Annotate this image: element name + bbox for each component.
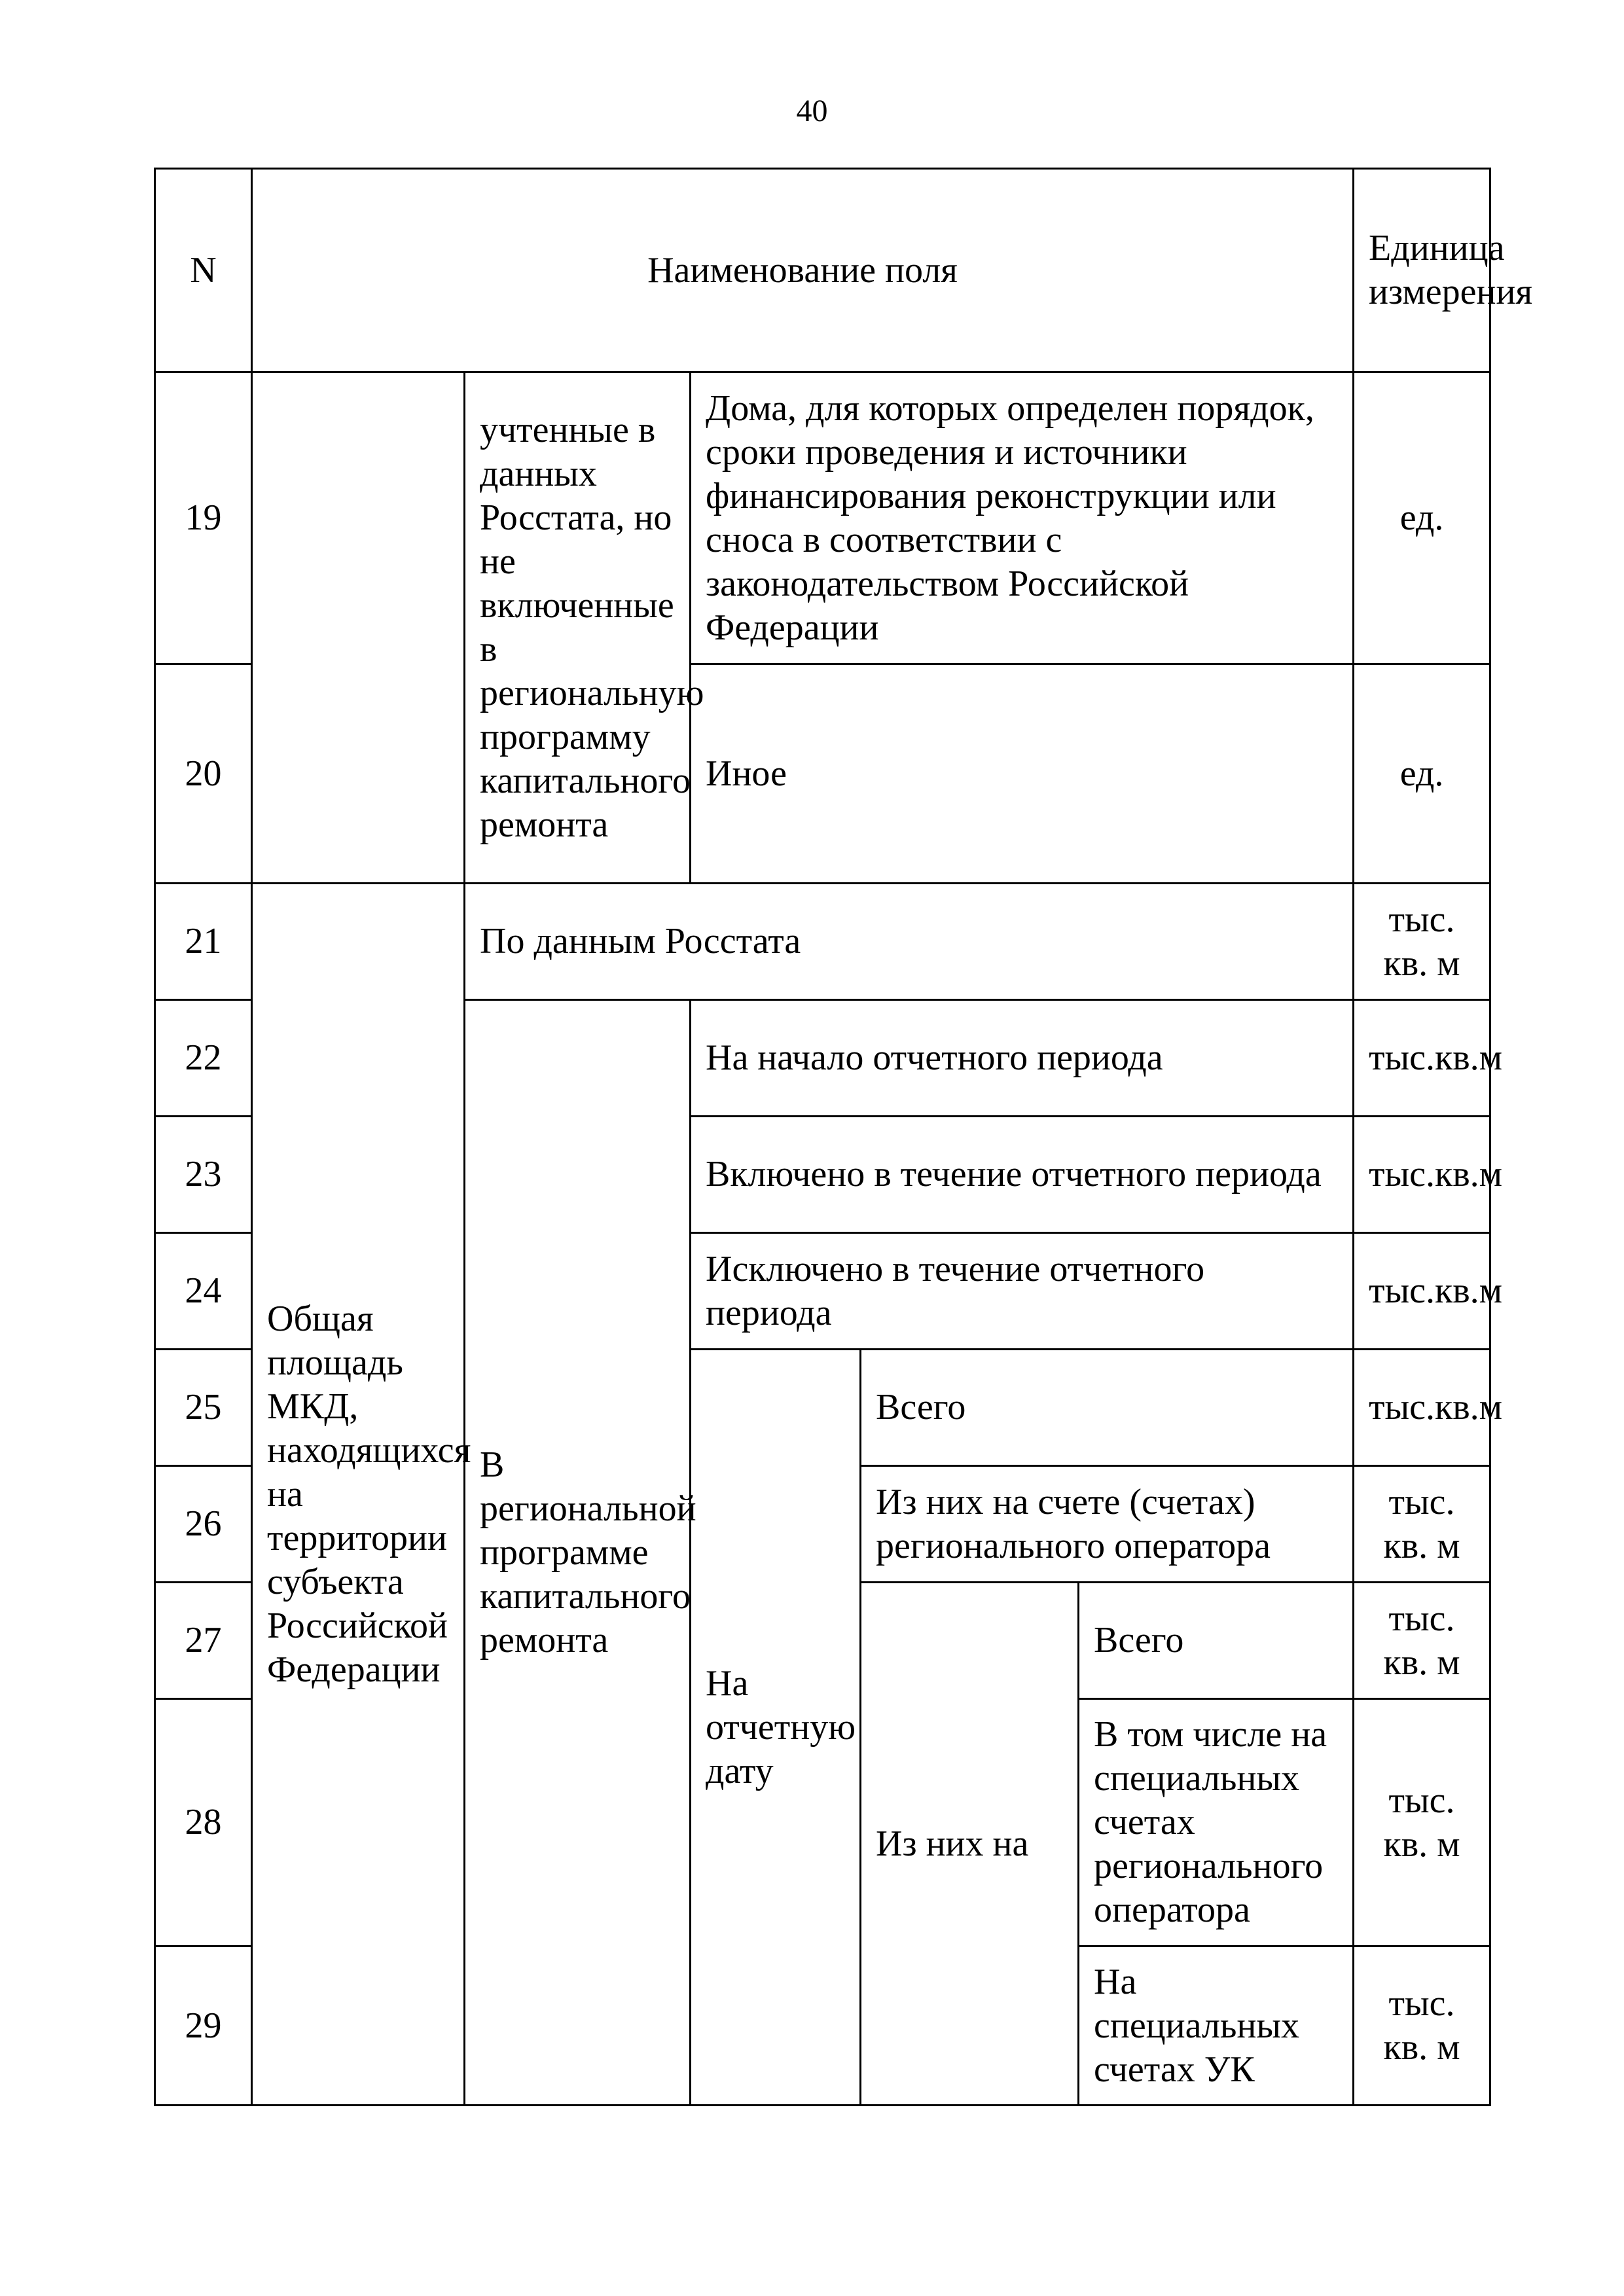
row-number: 20	[155, 664, 252, 884]
unit-cell: тыс.кв.м	[1354, 1233, 1490, 1350]
unit-cell: тыс. кв. м	[1354, 1946, 1490, 2106]
unit-cell: тыс.кв.м	[1354, 1000, 1490, 1117]
table-row-21	[155, 884, 1490, 1000]
field-name: Исключено в течение отчетного периода	[691, 1233, 1354, 1350]
fields-table	[154, 168, 1533, 2106]
table-header-row	[155, 169, 1490, 372]
field-name: Включено в течение отчетного периода	[691, 1117, 1354, 1233]
unit-cell: ед.	[1354, 372, 1490, 664]
field-name: Всего	[1079, 1583, 1354, 1699]
field-name: На специальных счетах УК	[1079, 1946, 1354, 2106]
unit-cell: тыс. кв. м	[1354, 1466, 1490, 1583]
field-name: Дома, для которых определен порядок, сроки проведения и источники финансирования реконструкции или сноса в соответствии с законодательством Российской Федерации	[691, 372, 1354, 664]
unit-cell: ед.	[1354, 664, 1490, 884]
unit-cell: тыс.кв.м	[1354, 1117, 1490, 1233]
field-name: По данным Росстата	[465, 884, 1354, 1000]
row-group-in-regional-program: В региональной программе капитального ремонта	[465, 1000, 691, 2106]
row-group-rosstat-not-in-program: учтенные в данных Росстата, но не включенные в региональную программу капитального ремонта	[465, 372, 691, 884]
row-group-of-them-on: Из них на	[861, 1583, 1079, 2106]
row-number: 23	[155, 1117, 252, 1233]
row-number: 29	[155, 1946, 252, 2106]
row-number: 27	[155, 1583, 252, 1699]
field-name: На начало отчетного периода	[691, 1000, 1354, 1117]
row-number: 28	[155, 1699, 252, 1946]
row-number: 21	[155, 884, 252, 1000]
row-group-on-reporting-date: На отчетную дату	[691, 1350, 861, 2106]
row-number: 24	[155, 1233, 252, 1350]
table-row-19	[155, 372, 1490, 664]
field-name: В том числе на специальных счетах регионального оператора	[1079, 1699, 1354, 1946]
unit-cell: тыс. кв. м	[1354, 1699, 1490, 1946]
row-number: 22	[155, 1000, 252, 1117]
header-unit: Единица измерения	[1354, 169, 1490, 372]
page-number: 40	[796, 94, 828, 128]
row-group-empty	[252, 372, 465, 884]
unit-cell: тыс. кв. м	[1354, 884, 1490, 1000]
row-number: 26	[155, 1466, 252, 1583]
row-number: 19	[155, 372, 252, 664]
unit-cell: тыс.кв.м	[1354, 1350, 1490, 1466]
field-name: Из них на счете (счетах) регионального оператора	[861, 1466, 1354, 1583]
field-name: Всего	[861, 1350, 1354, 1466]
unit-cell: тыс. кв. м	[1354, 1583, 1490, 1699]
header-field-name: Наименование поля	[252, 169, 1354, 372]
row-number: 25	[155, 1350, 252, 1466]
row-group-total-area: Общая площадь МКД, находящихся на территории субъекта Российской Федерации	[252, 884, 465, 2106]
field-name: Иное	[691, 664, 1354, 884]
header-number: N	[155, 169, 252, 372]
